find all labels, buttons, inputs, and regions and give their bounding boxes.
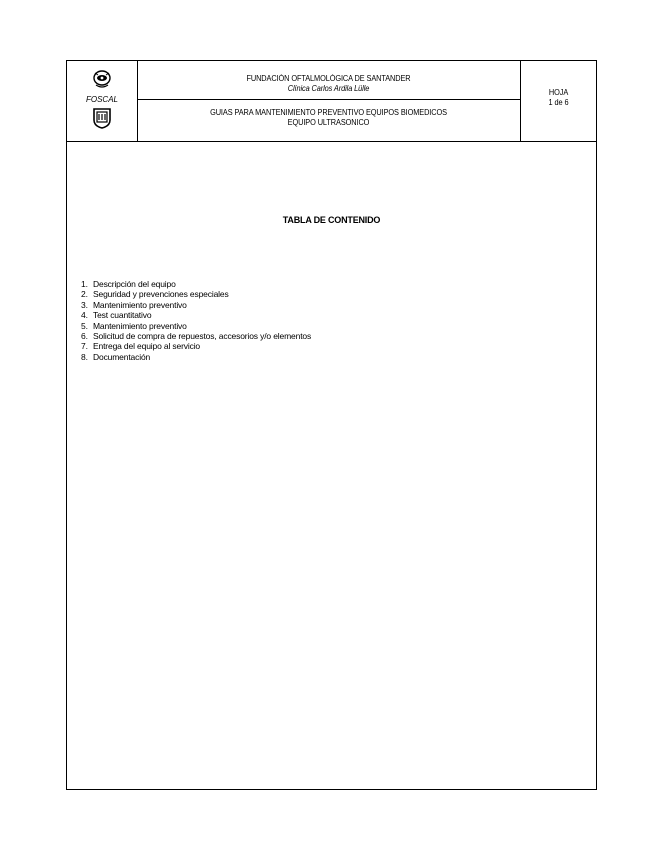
document-header [67,61,596,142]
toc-item-number: 1. [81,279,88,289]
equipment-name: EQUIPO ULTRASONICO [287,118,370,127]
toc-item-number: 8. [81,351,88,362]
page-number: 1 de 6 [548,98,569,107]
toc-item [81,310,311,320]
guide-block [137,100,520,141]
toc-item [81,289,311,299]
toc-item-number: 5. [81,320,88,331]
toc-list [81,279,311,362]
toc-item-number: 4. [81,310,88,321]
toc-item-label: Mantenimiento preventivo [93,320,187,331]
toc-item [81,321,311,331]
institution-block [137,61,520,100]
toc-item-label: Mantenimiento preventivo [93,299,187,310]
toc-item-label: Documentación [93,351,151,362]
toc-heading: TABLA DE CONTENIDO [282,215,381,225]
toc-item [81,279,311,289]
logo-text: FOSCAL [85,95,118,104]
toc-item-label: Test cuantitativo [93,310,152,321]
toc-item-number: 2. [81,289,88,300]
shield-crest-icon [92,107,112,134]
page-cell [521,61,596,141]
toc-item-number: 6. [81,331,88,342]
toc-item [81,300,311,310]
eye-emblem-icon [93,69,111,94]
page-label: HOJA [548,88,569,97]
toc-item-label: Entrega del equipo al servicio [93,341,201,352]
toc-item-label: Solicitud de compra de repuestos, accesorios y/o elementos [93,331,312,342]
logo-cell [67,61,138,141]
toc-item [81,341,311,351]
toc-item-label: Descripción del equipo [93,279,176,289]
toc-item [81,331,311,341]
toc-item-label: Seguridad y prevenciones especiales [93,289,229,300]
title-cell [137,61,521,141]
document-page [66,60,597,790]
document-body [67,142,596,789]
guide-title: GUIAS PARA MANTENIMIENTO PREVENTIVO EQUIPOS BIOMEDICOS [210,108,447,117]
clinic-name: Clínica Carlos Ardila Lülle [287,84,370,93]
institution-name: FUNDACIÓN OFTALMOLÓGICA DE SANTANDER [246,74,411,83]
toc-item [81,352,311,362]
toc-item-number: 3. [81,299,88,310]
toc-item-number: 7. [81,341,88,352]
